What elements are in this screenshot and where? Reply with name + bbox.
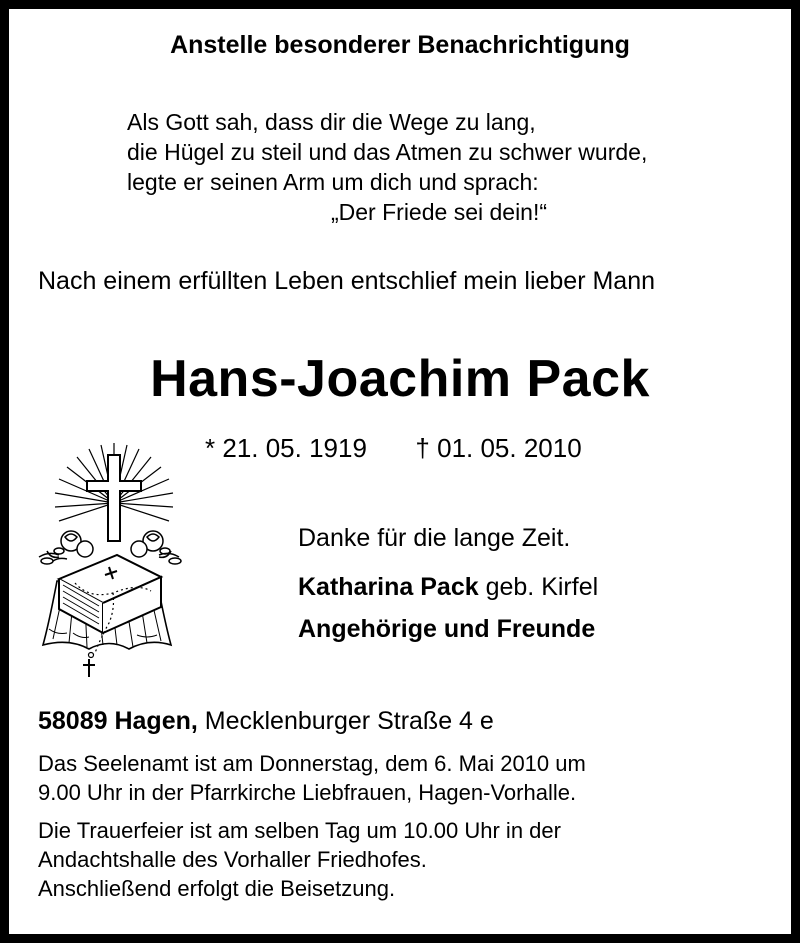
poem-line-1: Als Gott sah, dass dir die Wege zu lang, [127,109,536,135]
poem [127,107,647,227]
thanks-text: Danke für die lange Zeit. [298,524,571,552]
requiem-line-1: Das Seelenamt ist am Donnerstag, dem 6. Mai 2010 um [38,751,586,776]
flower-left [39,531,93,564]
notice-header: Anstelle besonderer Benachrichtigung [170,31,630,59]
address-street: Mecklenburger Straße 4 e [197,707,494,735]
requiem-line-2: 9.00 Uhr in der Pfarrkirche Liebfrauen, Hagen-Vorhalle. [38,780,577,805]
flower-right [131,531,181,564]
funeral-line-1: Die Trauerfeier ist am selben Tag um 10.00 Uhr in der [38,818,561,843]
birth-symbol: * [205,433,216,463]
deceased-name: Hans-Joachim Pack [150,350,650,408]
signer-maiden-name: geb. Kirfel [478,573,599,601]
death-date: 01. 05. 2010 [437,433,582,463]
funeral-line-2: Andachtshalle des Vorhaller Friedhofes. [38,847,427,872]
signer-name: Katharina Pack [298,573,479,601]
poem-line-4: „Der Friede sei dein!“ [331,199,548,225]
death-symbol: † [415,433,430,463]
birth-date: 21. 05. 1919 [222,433,367,463]
intro-text: Nach einem erfüllten Leben entschlief mein lieber Mann [38,267,656,295]
address [38,707,494,736]
funeral-paragraph [38,816,561,903]
requiem-paragraph [38,749,586,807]
relatives-text: Angehörige und Freunde [298,615,596,643]
funeral-line-3: Anschließend erfolgt die Beisetzung. [38,876,396,901]
signer [298,573,598,602]
address-city: 58089 Hagen, [38,707,198,735]
life-dates [205,433,582,464]
cross-bible-rosary-icon [29,433,189,681]
poem-line-3: legte er seinen Arm um dich und sprach: [127,169,539,195]
poem-line-2: die Hügel zu steil und das Atmen zu schwer wurde, [127,139,648,165]
